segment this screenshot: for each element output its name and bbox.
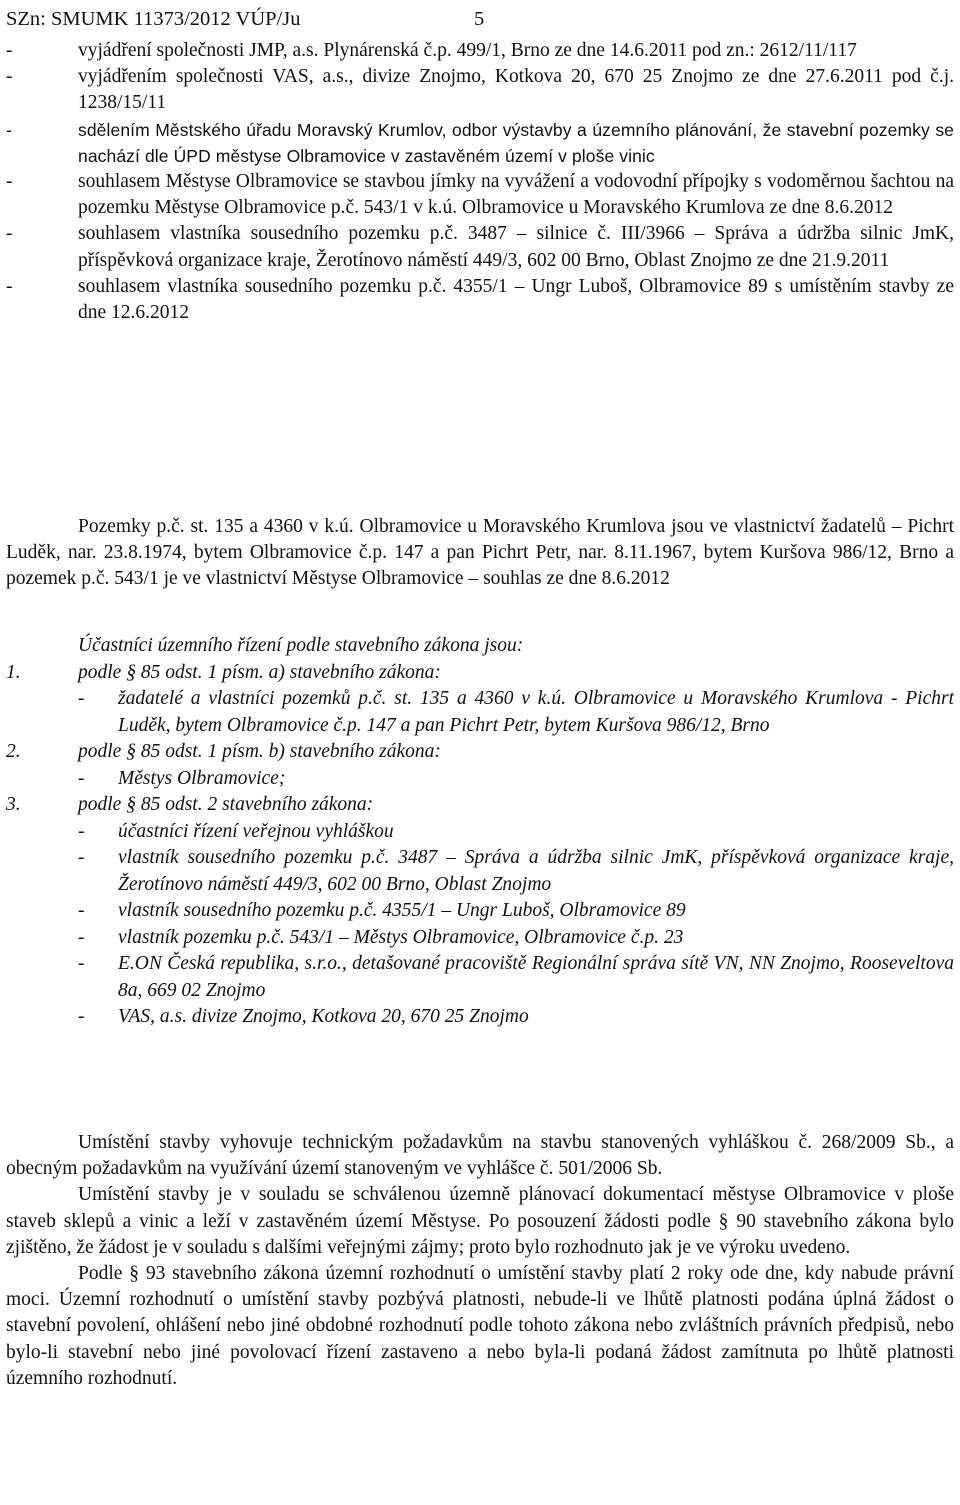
list-item: [6, 117, 954, 169]
ownership-paragraph: [6, 514, 954, 593]
dash-bullet: -: [78, 688, 85, 709]
condition-text: sdělením Městského úřadu Moravský Krumlov, odbor výstavby a územního plánování, že stavební pozemky se nachází dle ÚPD městyse Olbramovice v zastavěném území v ploše vinic: [78, 119, 954, 166]
group-heading: podle § 85 odst. 1 písm. b) stavebního zákona:: [78, 741, 441, 762]
participants-title: Účastníci územního řízení podle stavebního zákona jsou:: [78, 635, 524, 656]
participant-group-3: [6, 792, 954, 819]
participant-item: [6, 819, 954, 846]
participant-group-2: [6, 739, 954, 766]
participant-text: vlastník sousedního pozemku p.č. 3487 – Správa a údržba silnic JmK, příspěvková organizace kraje, Žerotínovo náměstí 449/3, 602 00 Brno, Oblast Znojmo: [118, 847, 954, 895]
participants-section: [6, 633, 954, 1031]
list-item: [6, 274, 954, 326]
participant-text: vlastník sousedního pozemku p.č. 4355/1 – Ungr Luboš, Olbramovice 89: [118, 900, 686, 921]
page-number: 5: [474, 8, 485, 30]
file-reference: SZn: SMUMK 11373/2012 VÚP/Ju: [6, 8, 301, 30]
group-number: 1.: [6, 661, 21, 683]
participant-text: žadatelé a vlastníci pozemků p.č. st. 135 a 4360 v k.ú. Olbramovice u Moravského Krumlova - Pichrt Luděk, bytem Olbramovice č.p. 147 a pan Pichrt Petr, bytem Kuršova 986/12, Brno: [118, 688, 954, 736]
condition-text: souhlasem vlastníka sousedního pozemku p.č. 3487 – silnice č. III/3966 – Správa a údržba silnic JmK, příspěvková organizace kraje, Žerotínovo náměstí 449/3, 602 00 Brno, Oblast Znojmo ze dne 21.9.2011: [78, 223, 954, 271]
participant-item: [6, 1004, 954, 1031]
condition-text: souhlasem Městyse Olbramovice se stavbou jímky na vyvážení a vodovodní přípojky s vodoměrnou šachtou na pozemku Městyse Olbramovice p.č. 543/1 v k.ú. Olbramovice u Moravského Krumlova ze dne 8.6.2012: [78, 171, 954, 219]
ownership-text: Pozemky p.č. st. 135 a 4360 v k.ú. Olbramovice u Moravského Krumlova jsou ve vlastnictví žadatelů – Pichrt Luděk, nar. 23.8.1974, bytem Olbramovice č.p. 147 a pan Pichrt Petr, nar. 8.11.1967, bytem Kuršova 986/12, Brno a pozemek p.č. 543/1 je ve vlastnictví Městyse Olbramovice – souhlas ze dne 8.6.2012: [6, 516, 954, 590]
list-item: [6, 38, 954, 64]
dash-bullet: -: [78, 820, 85, 842]
participant-text: vlastník pozemku p.č. 543/1 – Městys Olbramovice, Olbramovice č.p. 23: [118, 926, 684, 948]
participant-item: [6, 686, 954, 739]
dash-bullet: -: [78, 926, 85, 948]
participant-text: VAS, a.s. divize Znojmo, Kotkova 20, 670 25 Znojmo: [118, 1006, 529, 1027]
participant-text: E.ON Česká republika, s.r.o., detašované pracoviště Regionální správa sítě VN, NN Znojmo, Rooseveltova 8a, 669 02 Znojmo: [118, 953, 954, 1001]
dash-bullet: -: [6, 275, 13, 297]
dash-bullet: -: [6, 66, 13, 88]
condition-text: vyjádření společnosti JMP, a.s. Plynárenská č.p. 499/1, Brno ze dne 14.6.2011 pod zn.: 2612/11/117: [78, 40, 857, 61]
group-heading: podle § 85 odst. 1 písm. a) stavebního zákona:: [78, 661, 441, 683]
condition-text: vyjádřením společnosti VAS, a.s., divize Znojmo, Kotkova 20, 670 25 Znojmo ze dne 27.6.2011 pod č.j. 1238/15/11: [78, 66, 954, 114]
participant-text: účastníci řízení veřejnou vyhláškou: [118, 820, 394, 842]
conditions-list: [6, 38, 954, 326]
reasoning-section: [6, 1130, 954, 1392]
list-item: [6, 169, 954, 221]
participant-item: [6, 951, 954, 1004]
group-number: 3.: [6, 794, 21, 815]
reasoning-paragraph: Umístění stavby vyhovuje technickým požadavkům na stavbu stanovených vyhláškou č. 268/2009 Sb., a obecným požadavkům na využívání území stanoveným ve vyhlášce č. 501/2006 Sb.: [6, 1132, 954, 1180]
dash-bullet: -: [78, 953, 85, 974]
dash-bullet: -: [6, 171, 13, 193]
dash-bullet: -: [6, 223, 13, 245]
dash-bullet: -: [6, 40, 13, 61]
participant-item: [6, 898, 954, 925]
participant-item: [6, 845, 954, 898]
condition-text: souhlasem vlastníka sousedního pozemku p.č. 4355/1 – Ungr Luboš, Olbramovice 89 s umístěním stavby ze dne 12.6.2012: [78, 275, 954, 324]
dash-bullet: -: [78, 767, 85, 789]
participant-group-1: [6, 660, 954, 687]
dash-bullet: -: [78, 1006, 85, 1027]
participant-text: Městys Olbramovice;: [118, 767, 286, 789]
list-item: [6, 64, 954, 116]
list-item: [6, 221, 954, 273]
dash-bullet: -: [78, 900, 85, 921]
participant-item: [6, 766, 954, 793]
participant-item: [6, 925, 954, 952]
dash-bullet: -: [78, 847, 85, 868]
reasoning-paragraph: Umístění stavby je v souladu se schválenou územně plánovací dokumentací městyse Olbramovice v ploše staveb sklepů a vinic a leží v zastavěném území Městyse. Po posouzení žádosti podle § 90 stavebního zákona bylo zjištěno, že žádost je v souladu s dalšími veřejnými zájmy; proto bylo rozhodnuto jak je ve výroku uvedeno.: [6, 1184, 954, 1258]
reasoning-paragraph: Podle § 93 stavebního zákona územní rozhodnutí o umístění stavby platí 2 roky ode dne, kdy nabude právní moci. Územní rozhodnutí o umístění stavby pozbývá platnosti, nebude-li ve lhůtě platnosti podána úplná žádost o stavební povolení, ohlášení nebo jiné obdobné rozhodnutí podle tohoto zákona nebo zvláštních právních předpisů, nebo bylo-li stavební nebo jiné povolovací řízení zastaveno a nebo byla-li podaná žádost zamítnuta po lhůtě platnosti územního rozhodnutí.: [6, 1263, 954, 1389]
group-heading: podle § 85 odst. 2 stavebního zákona:: [78, 794, 374, 815]
group-number: 2.: [6, 741, 21, 762]
dash-bullet: -: [6, 119, 12, 140]
